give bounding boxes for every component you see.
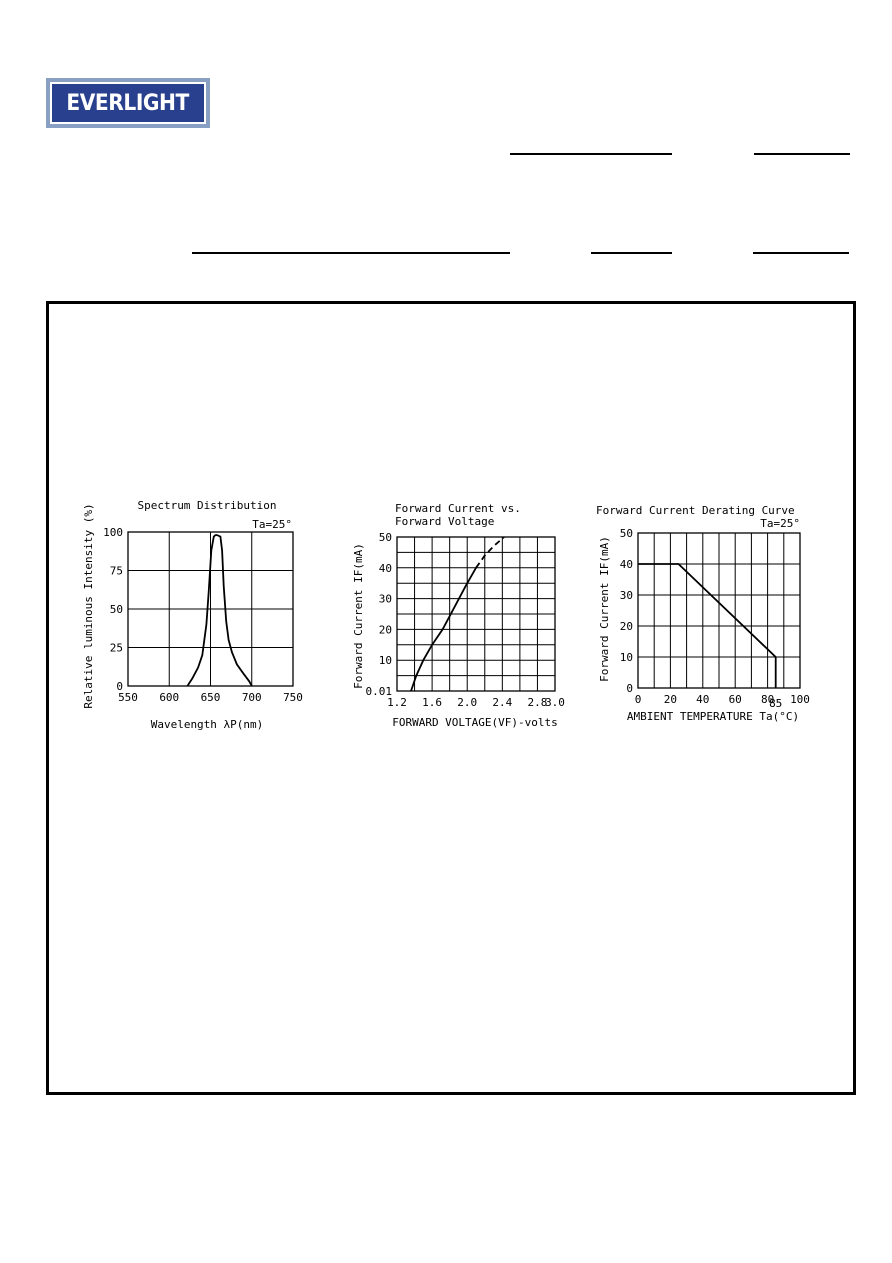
y-tick-label: 25 — [109, 641, 123, 655]
x-tick-labels — [118, 691, 303, 704]
y-tick-label: 30 — [378, 592, 392, 606]
x-tick-label: 0 — [634, 693, 642, 706]
x-tick-label: 750 — [283, 691, 303, 704]
x-axis-label: Wavelength λP(nm) — [150, 718, 264, 731]
forward-current-vs-voltage-chart — [345, 495, 585, 745]
spectrum-distribution-chart — [70, 490, 310, 740]
x-tick-label: 550 — [118, 691, 138, 704]
x-axis-label: AMBIENT TEMPERATURE Ta(°C) — [626, 710, 800, 723]
x-tick-label: 1.2 — [387, 696, 407, 709]
x-tick-label: 2.4 — [492, 696, 513, 709]
x-tick-label: 80 — [760, 693, 775, 706]
y-tick-label: 50 — [619, 527, 633, 540]
chart-annotation: Ta=25° — [252, 518, 292, 531]
logo-badge — [50, 82, 206, 124]
x-tick-label: 600 — [159, 691, 180, 704]
x-tick-label: 20 — [663, 693, 678, 706]
forward-current-derating-chart — [590, 497, 840, 737]
y-tick-label: 40 — [378, 561, 392, 575]
x-tick-label-extra: 85 — [769, 697, 783, 710]
y-tick-label: 50 — [109, 603, 123, 616]
x-tick-label: 650 — [200, 691, 221, 704]
y-tick-label: 0 — [626, 682, 633, 695]
x-tick-label: 40 — [696, 693, 710, 706]
y-tick-label: 100 — [103, 526, 123, 539]
y-tick-labels — [366, 531, 393, 698]
y-tick-label: 10 — [619, 651, 633, 664]
signature-line-2 — [754, 153, 850, 155]
signature-line-1 — [510, 153, 672, 155]
signature-line-4 — [591, 252, 672, 254]
y-tick-label: 10 — [378, 654, 392, 668]
y-tick-label: 0 — [116, 680, 123, 693]
y-tick-labels — [103, 526, 123, 693]
x-tick-label: 1.6 — [422, 696, 443, 709]
x-tick-label: 60 — [728, 693, 742, 706]
everlight-logo — [46, 78, 210, 128]
signature-line-5 — [753, 252, 849, 254]
y-tick-label: 20 — [619, 620, 633, 633]
y-tick-label: 50 — [378, 531, 392, 544]
chart-title: Forward Current Derating Curve — [596, 504, 795, 517]
x-tick-label: 700 — [241, 691, 262, 704]
y-axis-label: Forward Current IF(mA) — [352, 543, 365, 689]
y-tick-label: 20 — [378, 623, 392, 637]
x-tick-labels — [387, 696, 565, 709]
signature-line-3 — [192, 252, 510, 254]
x-tick-labels — [635, 693, 810, 710]
y-tick-label: 30 — [619, 589, 633, 602]
x-tick-label: 2.8 — [527, 696, 548, 709]
y-axis-label: Relative luminous Intensity (%) — [82, 503, 95, 709]
x-tick-label: 3.0 — [545, 696, 565, 709]
y-tick-label: 75 — [109, 564, 123, 578]
chart-series — [187, 535, 251, 686]
chart-title: Spectrum Distribution — [137, 499, 277, 512]
x-axis-label: FORWARD VOLTAGE(VF)-volts — [392, 716, 558, 729]
chart-title: Forward Current vs. — [395, 502, 521, 515]
y-axis-label: Forward Current IF(mA) — [598, 536, 611, 682]
series-line-spectrum — [187, 535, 251, 686]
y-tick-labels — [620, 527, 633, 695]
y-tick-label: 0.01 — [365, 685, 392, 698]
logo-text: EVERLIGHT — [66, 90, 190, 116]
x-tick-label: 2.0 — [457, 696, 478, 709]
chart-annotation: Ta=25° — [760, 517, 800, 530]
y-tick-label: 40 — [619, 558, 633, 571]
chart-subtitle: Forward Voltage — [395, 515, 495, 528]
x-tick-label: 100 — [790, 693, 810, 706]
